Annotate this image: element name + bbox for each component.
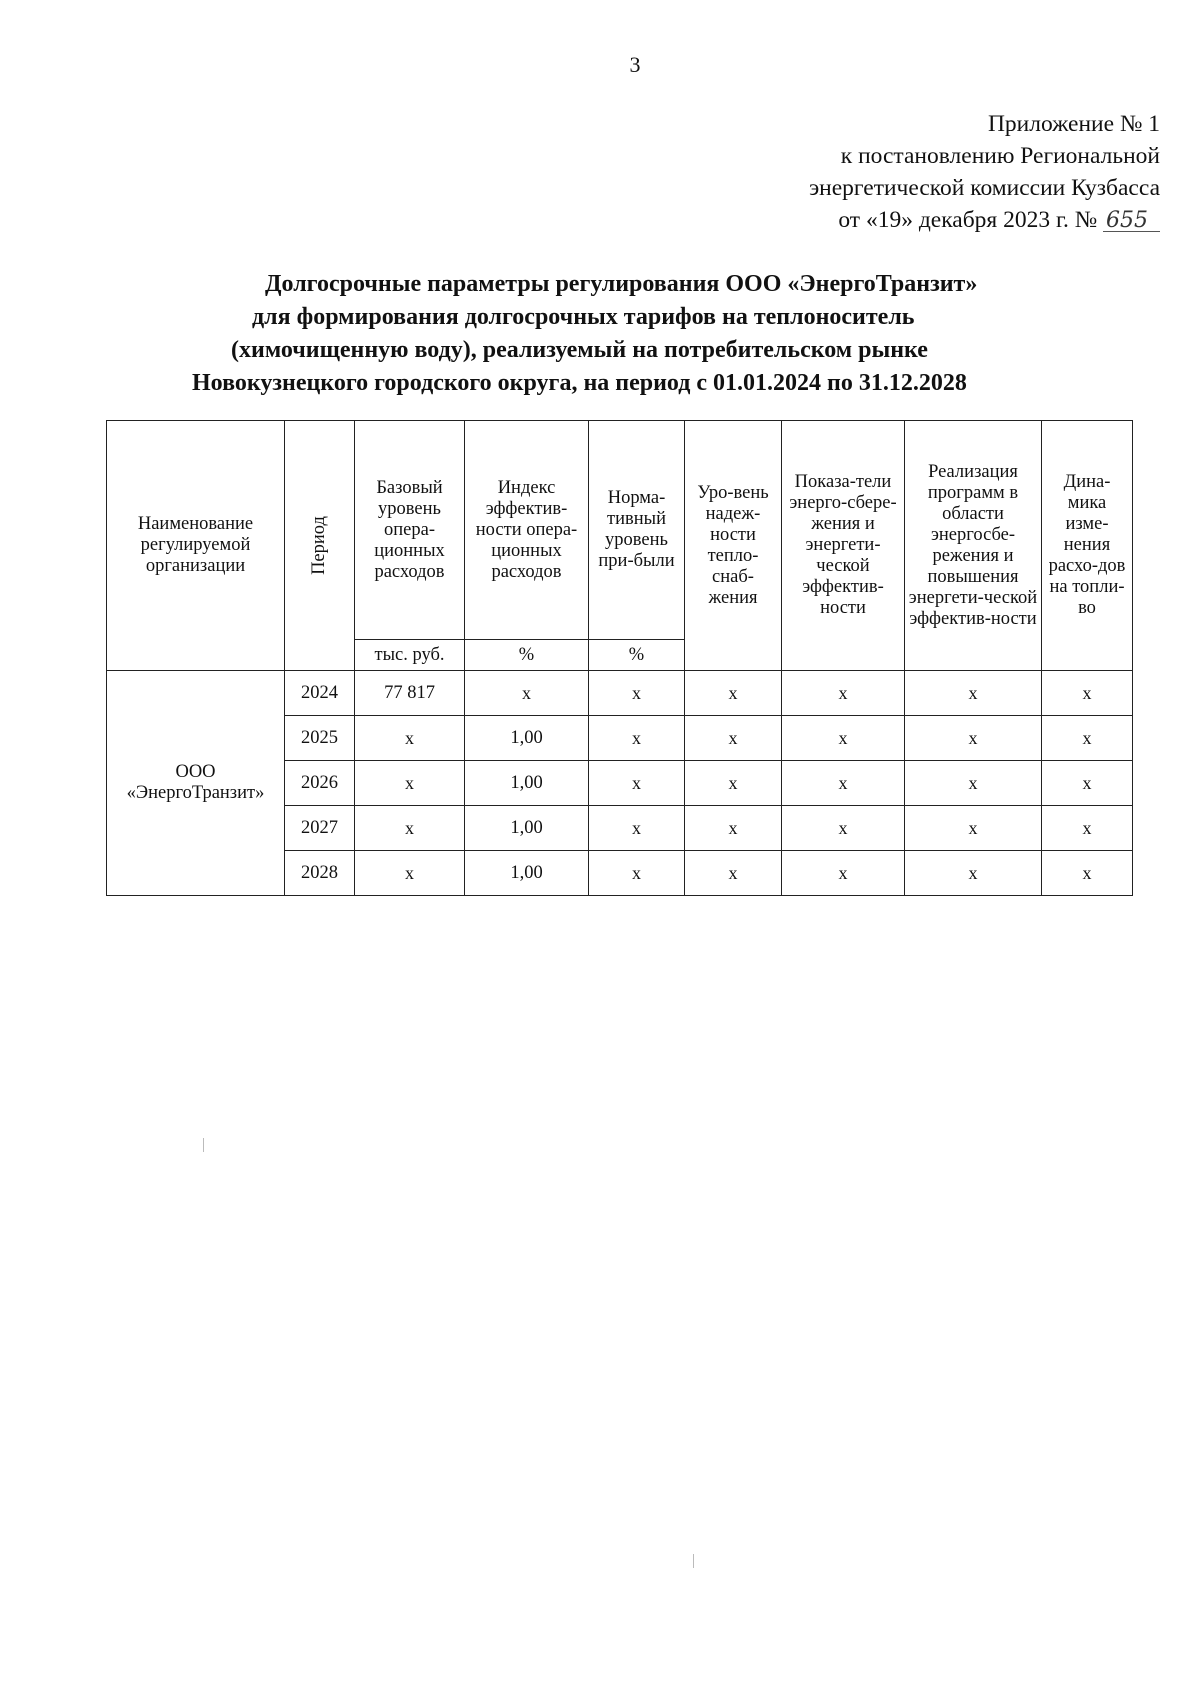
cell-programs: х (905, 851, 1042, 896)
cell-indicators: х (782, 761, 905, 806)
appendix-line-3: энергетической комиссии Кузбасса (809, 175, 1160, 201)
header-reliability: Уро-вень надеж-ности тепло-снаб-жения (685, 421, 782, 671)
cell-profit: х (589, 671, 685, 716)
cell-programs: х (905, 716, 1042, 761)
cell-reliability: х (685, 671, 782, 716)
unit-normative-profit: % (589, 640, 685, 671)
cell-period: 2026 (285, 761, 355, 806)
cell-indicators: х (782, 671, 905, 716)
title-line-1: Долгосрочные параметры регулирования ООО «ЭнергоТранзит» (265, 271, 978, 297)
page-number: 3 (629, 52, 641, 77)
cell-fuel: х (1042, 761, 1133, 806)
scan-artifact (203, 1138, 204, 1152)
cell-period: 2025 (285, 716, 355, 761)
unit-efficiency-index: % (465, 640, 589, 671)
cell-fuel: х (1042, 716, 1133, 761)
cell-programs: х (905, 806, 1042, 851)
cell-indicators: х (782, 851, 905, 896)
title-line-4: Новокузнецкого городского округа, на период с 01.01.2024 по 31.12.2028 (192, 370, 967, 396)
appendix-line-4 (600, 204, 1160, 236)
cell-period: 2024 (285, 671, 355, 716)
table-header-row (107, 421, 1133, 640)
cell-index: 1,00 (465, 806, 589, 851)
cell-profit: х (589, 851, 685, 896)
cell-reliability: х (685, 761, 782, 806)
header-fuel-dynamics: Дина-мика изме-нения расхо-дов на топли-во (1042, 421, 1133, 671)
cell-indicators: х (782, 806, 905, 851)
cell-base: х (355, 716, 465, 761)
header-org: Наименование регулируемой организации (107, 421, 285, 671)
cell-index: х (465, 671, 589, 716)
cell-indicators: х (782, 716, 905, 761)
org-name-cell: ООО «ЭнергоТранзит» (107, 671, 285, 896)
appendix-line-2: к постановлению Региональной (840, 143, 1160, 169)
cell-fuel: х (1042, 671, 1133, 716)
cell-profit: х (589, 761, 685, 806)
cell-index: 1,00 (465, 851, 589, 896)
cell-reliability: х (685, 806, 782, 851)
header-efficiency-index: Индекс эффектив-ности опера-ционных расходов (465, 421, 589, 640)
cell-programs: х (905, 761, 1042, 806)
appendix-date-text: от «19» декабря 2023 г. № (838, 207, 1098, 233)
cell-index: 1,00 (465, 761, 589, 806)
scan-artifact (693, 1554, 694, 1568)
cell-base: х (355, 806, 465, 851)
appendix-header (600, 108, 1160, 236)
cell-index: 1,00 (465, 716, 589, 761)
cell-period: 2028 (285, 851, 355, 896)
cell-base: х (355, 761, 465, 806)
cell-period: 2027 (285, 806, 355, 851)
header-period (285, 421, 355, 671)
cell-reliability: х (685, 716, 782, 761)
header-normative-profit: Норма-тивный уровень при-были (589, 421, 685, 640)
appendix-line-1: Приложение № 1 (987, 111, 1160, 137)
cell-fuel: х (1042, 851, 1133, 896)
parameters-table (106, 420, 1133, 896)
header-period-label: Период (308, 516, 329, 575)
table-row (107, 671, 1133, 716)
title-line-3: (химочищенную воду), реализуемый на потребительском рынке (231, 337, 928, 363)
handwritten-document-number: 655 (1103, 211, 1160, 232)
cell-profit: х (589, 806, 685, 851)
header-programs: Реализация программ в области энергосбе-режения и повышения энергети-ческой эффектив-ности (905, 421, 1042, 671)
header-energy-indicators: Показа-тели энерго-сбере-жения и энергети-ческой эффектив-ности (782, 421, 905, 671)
cell-programs: х (905, 671, 1042, 716)
cell-profit: х (589, 716, 685, 761)
title-line-2: для формирования долгосрочных тарифов на теплоноситель (252, 304, 915, 330)
cell-reliability: х (685, 851, 782, 896)
cell-base: 77 817 (355, 671, 465, 716)
cell-fuel: х (1042, 806, 1133, 851)
header-base-level: Базовый уровень опера-ционных расходов (355, 421, 465, 640)
cell-base: х (355, 851, 465, 896)
unit-base-level: тыс. руб. (355, 640, 465, 671)
document-title (170, 268, 1070, 400)
